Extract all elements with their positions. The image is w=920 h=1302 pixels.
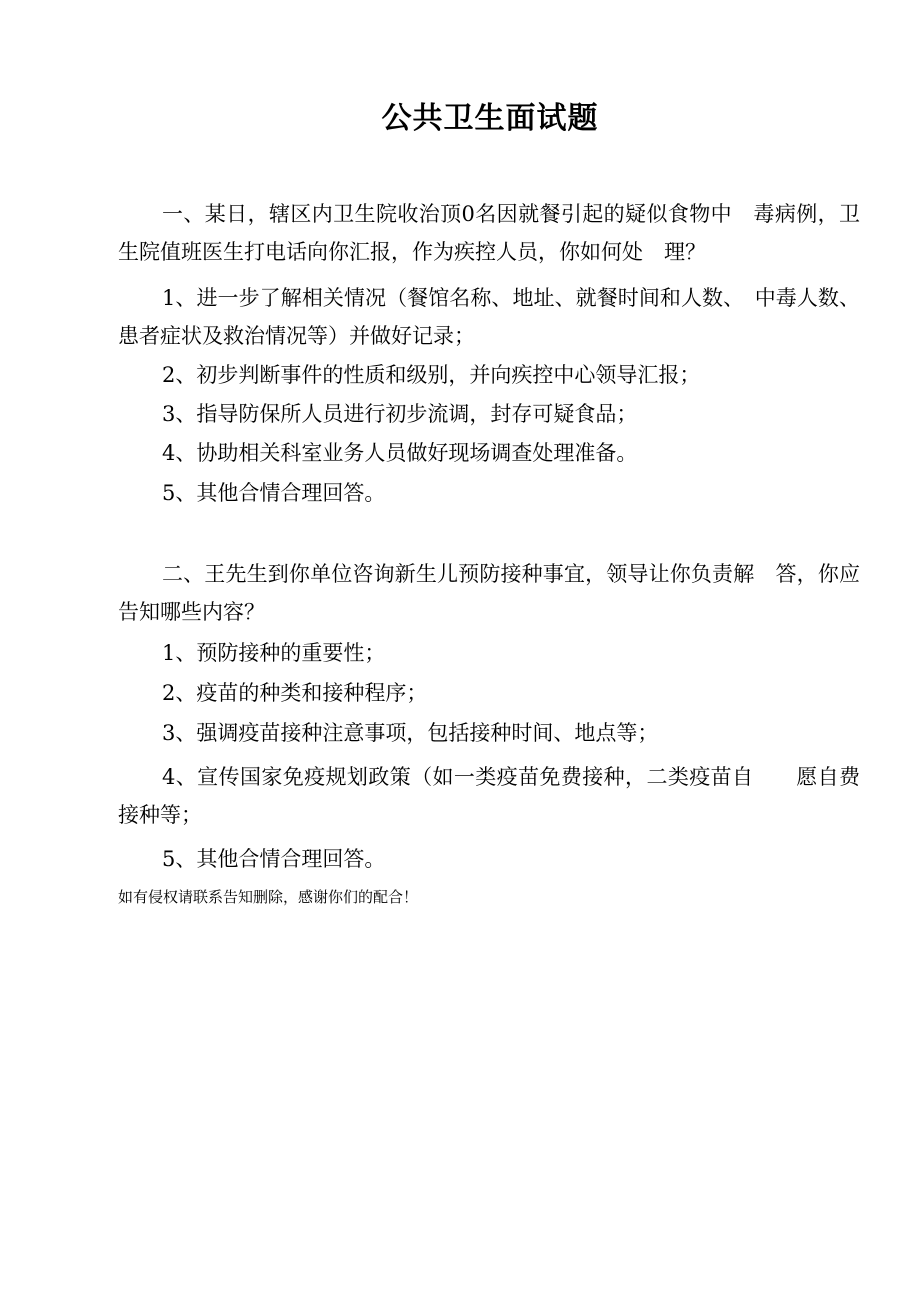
answer-2-4: 4、宣传国家免疫规划政策（如一类疫苗免费接种，二类疫苗自 愿自费接种等； [118,765,860,827]
answer-2-1: 1、预防接种的重要性； [162,641,386,665]
answer-1-3: 3、指导防保所人员进行初步流调，封存可疑食品； [162,402,638,426]
answer-2-2: 2、疫苗的种类和接种程序； [162,681,428,705]
answer-1-5: 5、其他合情合理回答。 [162,481,386,505]
page-title: 公共卫生面试题 [381,101,599,136]
question-1-text: 一、某日，辖区内卫生院收治顶0名因就餐引起的疑似食物中 毒病例，卫生院值班医生打电话向你汇报，作为疾控人员，你如何处 理？ [118,202,860,264]
answer-1-2: 2、初步判断事件的性质和级别，并向疾控中心领导汇报； [162,363,701,387]
question-2-text: 二、王先生到你单位咨询新生儿预防接种事宜，领导让你负责解 答，你应告知哪些内容？ [118,562,860,624]
answer-2-3: 3、强调疫苗接种注意事项，包括接种时间、地点等； [162,721,659,745]
answer-1-1: 1、进一步了解相关情况（餐馆名称、地址、就餐时间和人数、 中毒人数、患者症状及救治情况等）并做好记录； [118,286,860,348]
footnote: 如有侵权请联系告知删除，感谢你们的配合！ [118,888,419,906]
answer-2-5: 5、其他合情合理回答。 [162,847,386,871]
answer-1-4: 4、协助相关科室业务人员做好现场调查处理准备。 [162,441,638,465]
